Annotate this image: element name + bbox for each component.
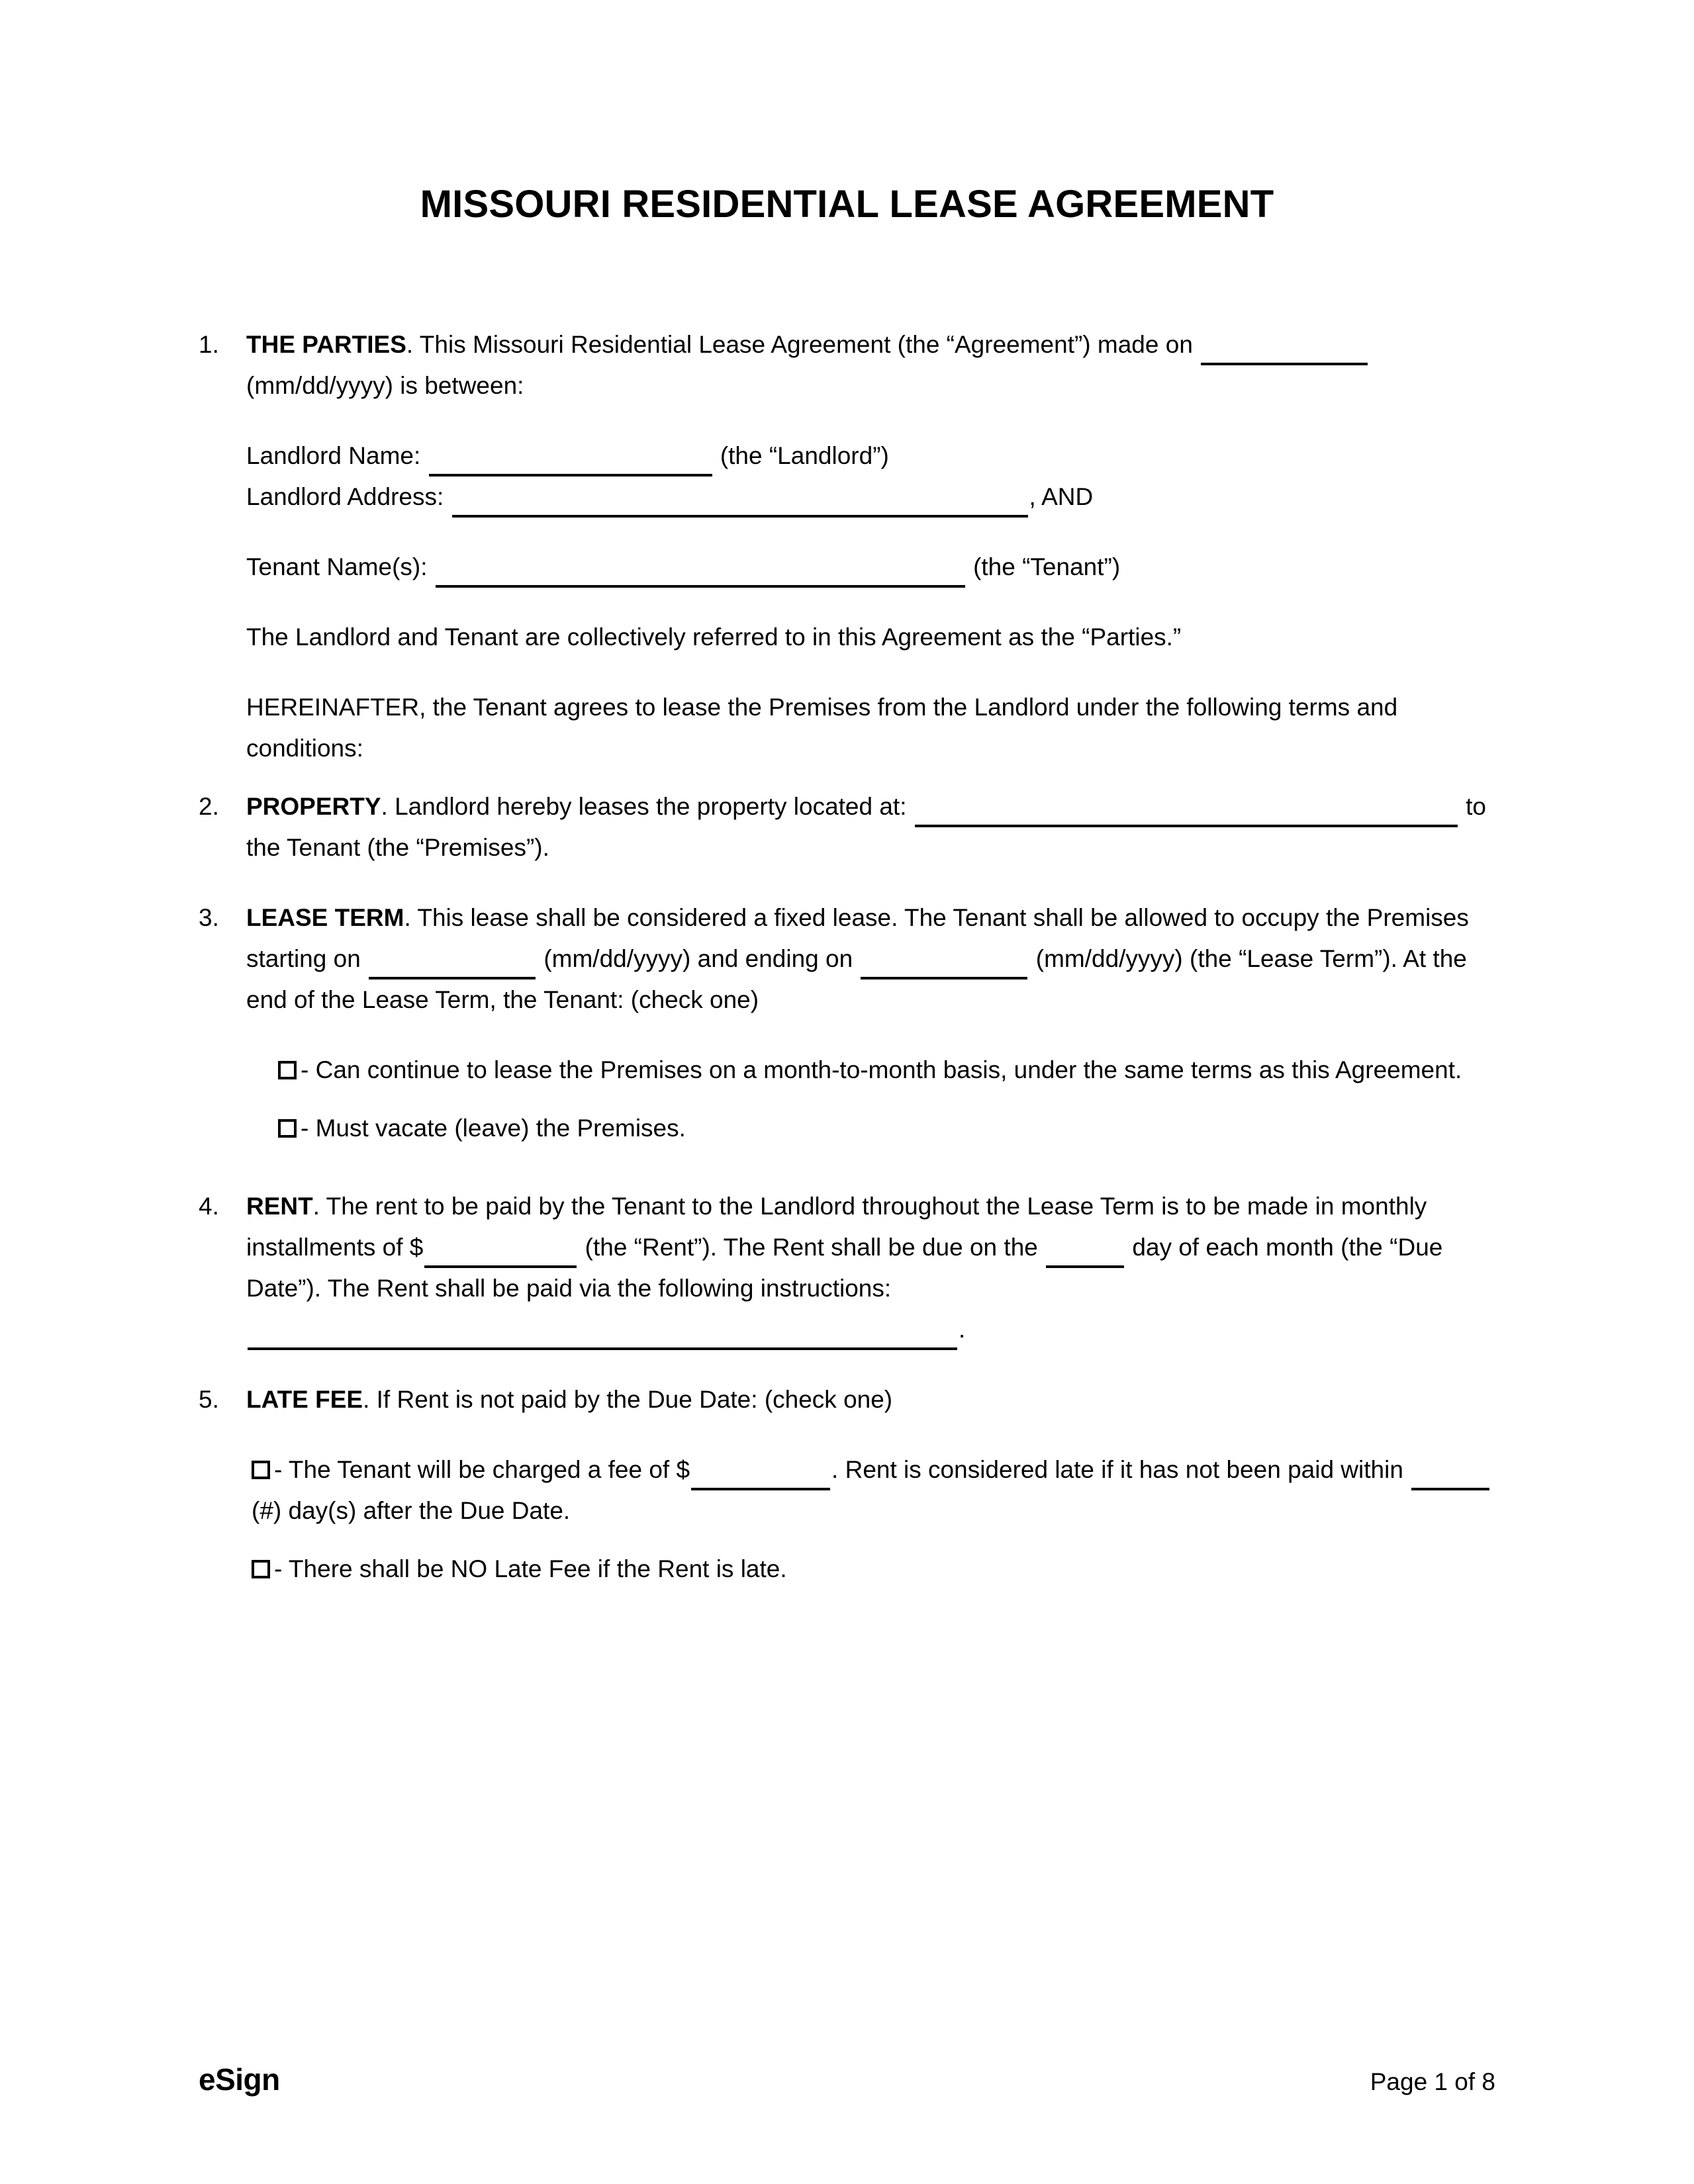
clause-number: 2. bbox=[199, 793, 219, 820]
landlord-name-blank[interactable] bbox=[429, 451, 712, 477]
clause-number: 1. bbox=[199, 331, 219, 358]
lease-term-text-3: (mm/dd/yyyy) (the “Lease Term”). At the end of the Lease Term, the Tenant: (check one) bbox=[246, 945, 1467, 1013]
late-fee-option-1-part2: . Rent is considered late if it has not been paid within bbox=[831, 1456, 1403, 1483]
landlord-address-row bbox=[246, 477, 1496, 518]
late-fee-days-blank[interactable] bbox=[1411, 1465, 1489, 1490]
spacer bbox=[199, 658, 1496, 687]
checkbox-icon[interactable] bbox=[252, 1461, 270, 1479]
property-text-before-blank: . Landlord hereby leases the property located at: bbox=[381, 793, 907, 820]
checkbox-icon[interactable] bbox=[278, 1119, 297, 1138]
landlord-address-blank[interactable] bbox=[452, 492, 1028, 518]
hereinafter-paragraph: HEREINAFTER, the Tenant agrees to lease the Premises from the Landlord under the following terms and conditions: bbox=[246, 694, 1398, 762]
clause-text bbox=[246, 897, 1496, 1021]
tenant-name-blank[interactable] bbox=[436, 563, 965, 588]
late-fee-option-1-part1: - The Tenant will be charged a fee of $ bbox=[274, 1456, 690, 1483]
clause-heading: PROPERTY bbox=[246, 793, 381, 820]
page-number: Page 1 of 8 bbox=[1370, 2068, 1495, 2095]
document-body bbox=[199, 324, 1496, 1590]
lease-term-option-2-label: - Must vacate (leave) the Premises. bbox=[301, 1115, 686, 1142]
clause-late-fee bbox=[199, 1379, 1496, 1420]
clause-text bbox=[246, 1379, 1496, 1420]
landlord-address-label: Landlord Address: bbox=[246, 483, 444, 510]
parties-paragraph: The Landlord and Tenant are collectively referred to in this Agreement as the “Parties.” bbox=[246, 623, 1182, 651]
lease-end-date-blank[interactable] bbox=[861, 954, 1027, 979]
clause-rent bbox=[199, 1186, 1496, 1350]
tenant-name-suffix: (the “Tenant”) bbox=[973, 553, 1121, 580]
clause-lease-term bbox=[199, 897, 1496, 1021]
clause-intro-before-blank: . This Missouri Residential Lease Agreement (the “Agreement”) made on bbox=[406, 331, 1193, 358]
clause-text bbox=[246, 324, 1496, 406]
clause-property bbox=[199, 786, 1496, 868]
spacer bbox=[199, 1420, 1496, 1449]
tenant-name-label: Tenant Name(s): bbox=[246, 553, 428, 580]
landlord-name-suffix: (the “Landlord”) bbox=[720, 442, 889, 469]
spacer bbox=[199, 868, 1496, 897]
spacer bbox=[199, 769, 1496, 786]
clause-number: 3. bbox=[199, 904, 219, 931]
property-address-blank[interactable] bbox=[915, 802, 1458, 827]
late-fee-option-2-label: - There shall be NO Late Fee if the Rent is late. bbox=[274, 1555, 787, 1582]
rent-instructions-blank[interactable] bbox=[248, 1325, 957, 1350]
clause-the-parties bbox=[199, 324, 1496, 406]
spacer bbox=[199, 406, 1496, 435]
late-fee-amount-blank[interactable] bbox=[691, 1465, 830, 1490]
late-fee-option-1-part3: (#) day(s) after the Due Date. bbox=[252, 1497, 571, 1524]
clause-heading: THE PARTIES bbox=[246, 331, 406, 358]
checkbox-icon[interactable] bbox=[278, 1061, 297, 1079]
rent-text-1: . The rent to be paid by the Tenant to the Landlord throughout the Lease Term is to be made in monthly installments of $ bbox=[246, 1193, 1427, 1261]
late-fee-option-2[interactable] bbox=[252, 1549, 1496, 1590]
clause-text bbox=[246, 786, 1496, 868]
rent-text-4: . bbox=[959, 1316, 966, 1343]
clause-number: 5. bbox=[199, 1386, 219, 1413]
clause-heading: RENT bbox=[246, 1193, 313, 1220]
lease-term-text-1: . This lease shall be considered a fixed lease. The Tenant shall be allowed to occupy the Premises starting on bbox=[246, 904, 1469, 972]
rent-text-3: day of each month (the “Due Date”). The Rent shall be paid via the following instructions: bbox=[246, 1234, 1443, 1302]
spacer bbox=[199, 1149, 1496, 1186]
clause-text bbox=[246, 1186, 1496, 1350]
clause-heading: LATE FEE bbox=[246, 1386, 363, 1413]
spacer bbox=[199, 1350, 1496, 1379]
lease-term-option-2[interactable] bbox=[278, 1108, 1496, 1149]
rent-due-day-blank[interactable] bbox=[1046, 1243, 1124, 1268]
clause-intro-after-blank: (mm/dd/yyyy) is between: bbox=[246, 372, 524, 399]
lease-term-option-1[interactable] bbox=[278, 1050, 1496, 1091]
lease-term-option-1-label: - Can continue to lease the Premises on a month-to-month basis, under the same terms as this Agreement. bbox=[301, 1056, 1462, 1083]
page-title: MISSOURI RESIDENTIAL LEASE AGREEMENT bbox=[420, 183, 1274, 226]
spacer bbox=[199, 1531, 1496, 1549]
page-footer bbox=[199, 2062, 1495, 2097]
checkbox-icon[interactable] bbox=[252, 1560, 270, 1578]
tenant-name-row bbox=[246, 547, 1496, 588]
spacer bbox=[199, 518, 1496, 547]
landlord-name-label: Landlord Name: bbox=[246, 442, 421, 469]
rent-amount-blank[interactable] bbox=[424, 1243, 577, 1268]
agreement-date-blank[interactable] bbox=[1201, 340, 1368, 365]
landlord-name-row bbox=[246, 435, 1496, 477]
spacer bbox=[199, 1091, 1496, 1108]
spacer bbox=[199, 1021, 1496, 1050]
lease-term-text-2: (mm/dd/yyyy) and ending on bbox=[543, 945, 853, 972]
lease-start-date-blank[interactable] bbox=[369, 954, 536, 979]
clause-number: 4. bbox=[199, 1193, 219, 1220]
landlord-address-suffix: , AND bbox=[1029, 483, 1094, 510]
late-fee-option-1[interactable] bbox=[252, 1449, 1496, 1531]
spacer bbox=[199, 588, 1496, 617]
clause-heading: LEASE TERM bbox=[246, 904, 404, 931]
esign-logo: eSign bbox=[199, 2062, 280, 2097]
property-text-after-blank: to the Tenant (the “Premises”). bbox=[246, 793, 1486, 861]
rent-text-2: (the “Rent”). The Rent shall be due on the bbox=[585, 1234, 1038, 1261]
late-fee-text-1: . If Rent is not paid by the Due Date: (check one) bbox=[363, 1386, 893, 1413]
